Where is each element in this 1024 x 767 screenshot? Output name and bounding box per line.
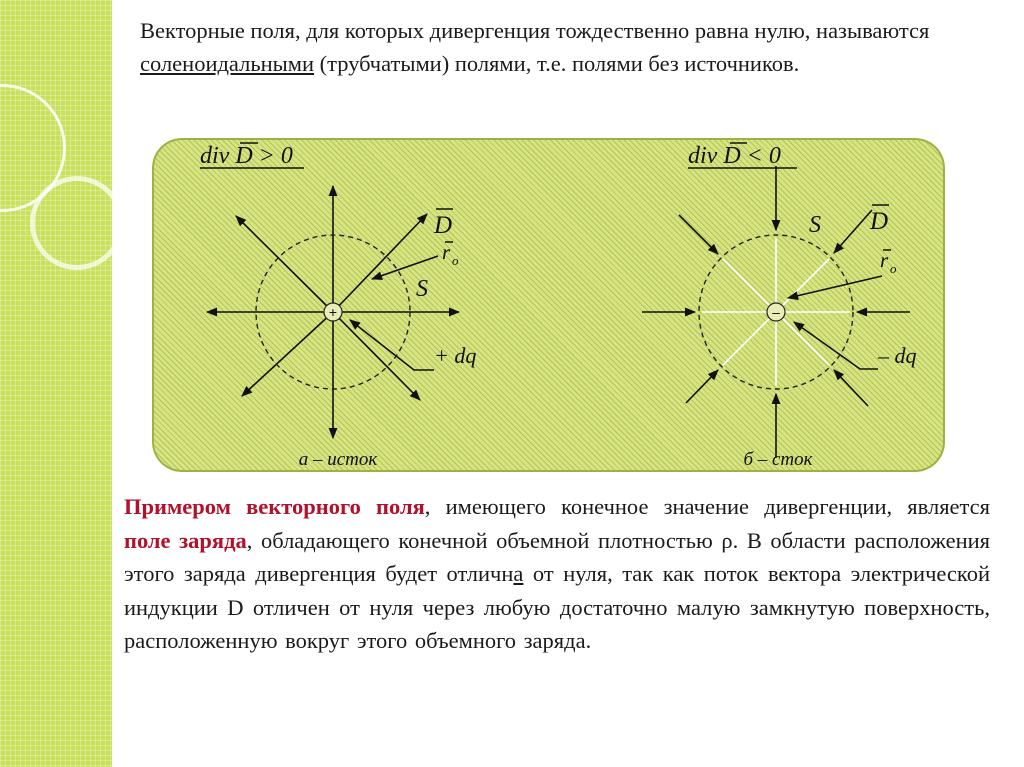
- paragraph-part6: от нуля, так как поток вектора электрической индукции D отличен от нуля через любую достаточно малую замкнутую поверхность, расположенную вокруг этого объемного заряда.: [124, 561, 991, 653]
- radius-label: r: [442, 240, 451, 264]
- radius-subscript-sink: o: [890, 261, 897, 276]
- decorative-ring-small: [30, 176, 124, 270]
- vector-label-sink: D: [870, 208, 889, 235]
- charge-sign-sink: –: [772, 304, 780, 320]
- radius-subscript: o: [452, 253, 459, 268]
- side-divider: [112, 0, 120, 767]
- heading-underlined-term: соленоидальными: [140, 51, 315, 76]
- formula-right: div D < 0: [688, 143, 781, 169]
- source-caption: а – исток: [298, 449, 378, 470]
- field-line-downright: [333, 312, 420, 400]
- charge-label-sink: – dq: [878, 343, 917, 368]
- incoming-line-upleft: [679, 215, 718, 254]
- underlined-letter: а: [513, 561, 524, 586]
- highlight-charge-field: поле заряда: [124, 527, 247, 553]
- paragraph-part4: , обладающего конечной объемной плотностью ρ. В области расположения этого заряда дивергенция будет отличн: [124, 527, 991, 586]
- paragraph-part2: , имеющего конечное значение дивергенции, является: [424, 494, 990, 519]
- incoming-line-downright: [834, 370, 868, 406]
- heading-text: [140, 14, 1010, 80]
- vector-label: D: [434, 212, 453, 239]
- paragraph-text: [124, 490, 990, 658]
- charge-pointer-sink: [794, 322, 878, 369]
- field-line-upleft: [236, 216, 333, 312]
- incoming-line-downleft: [686, 370, 718, 403]
- formula-left: div D > 0: [200, 143, 293, 169]
- highlight-vector-field: Примером векторного поля: [124, 494, 425, 519]
- charge-sign: +: [328, 304, 338, 320]
- heading-part1: Векторные поля, для которых дивергенция тождественно равна нулю, называются: [140, 18, 930, 43]
- surface-label-sink: S: [809, 212, 821, 238]
- field-line-upright: [333, 214, 427, 312]
- sink-caption: б – сток: [743, 449, 813, 470]
- field-diagram: [152, 138, 945, 472]
- source-panel: [200, 143, 476, 470]
- surface-label: S: [416, 276, 428, 302]
- radius-vector: [372, 256, 438, 279]
- vector-overlines: [240, 143, 891, 250]
- diagram-svg: [152, 138, 945, 472]
- charge-label: + dq: [434, 343, 477, 368]
- sink-panel: [642, 143, 917, 470]
- radius-label-sink: r: [880, 248, 889, 272]
- field-line-downleft: [242, 312, 333, 396]
- incoming-line-upright: [834, 210, 872, 253]
- heading-part2: (трубчатыми) полями, т.е. полями без источников.: [314, 51, 800, 76]
